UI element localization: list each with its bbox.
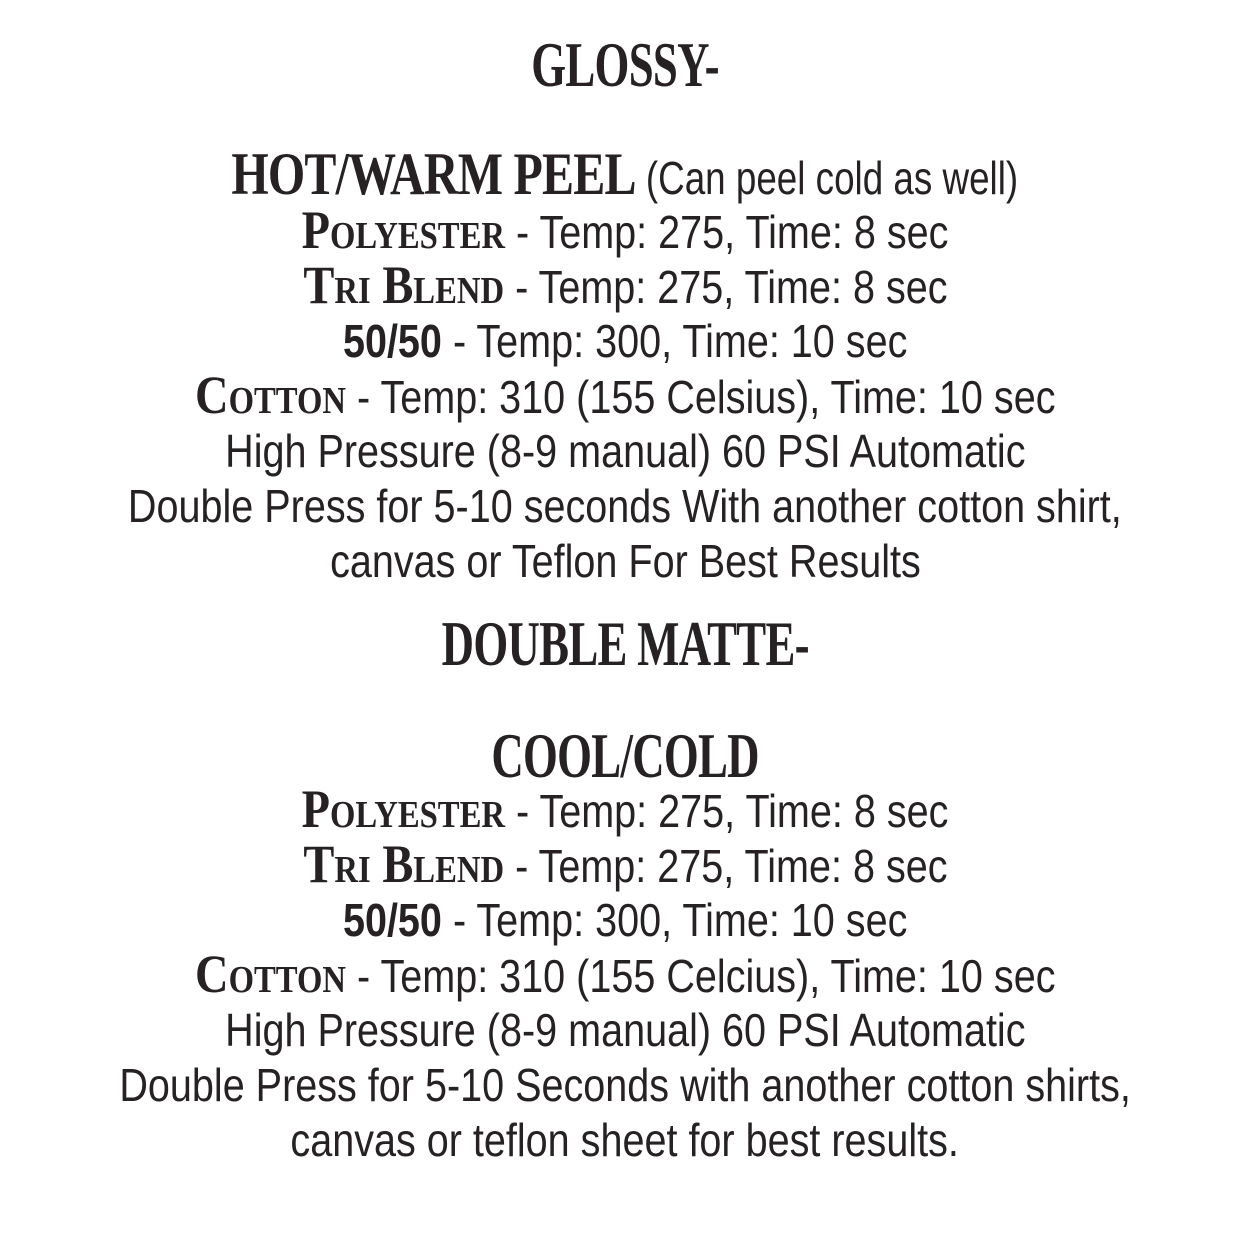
double-press-note: Double Press for 5-10 seconds With another cotton shirt, [128,480,1122,532]
material-row-inner [194,944,1056,1004]
best-results-note-line [0,1113,1250,1168]
double-press-note: Double Press for 5-10 Seconds with another cotton shirts, [119,1059,1131,1111]
pressure-note: High Pressure (8-9 manual) 60 PSI Automatic [224,425,1026,477]
material-row-50-50 [0,314,1250,369]
material-settings: - Temp: 310 (155 Celcius), Time: 10 sec [345,950,1056,1002]
material-name: Tri Blend [302,255,504,315]
material-row-polyester [0,200,1250,260]
best-results-note: canvas or Teflon For Best Results [329,535,921,587]
material-settings: - Temp: 300, Time: 10 sec [441,894,908,946]
material-settings: - Temp: 275, Time: 8 sec [504,206,949,258]
material-row-inner [302,834,948,894]
best-results-note-line [0,534,1250,589]
material-row-tri-blend [0,255,1250,315]
pressure-note-line [0,424,1250,479]
material-name: Polyester [301,779,505,839]
material-row-inner [301,779,949,839]
material-name: 50/50 [342,315,442,367]
double-press-note-line [0,479,1250,534]
material-row-cotton [0,944,1250,1004]
hot-warm-peel-heading: HOT/WARM PEEL [231,141,636,207]
material-name: Polyester [301,200,505,260]
material-row-inner [343,314,907,369]
glossy-peel-line-inner [231,141,1019,207]
material-settings: - Temp: 300, Time: 10 sec [441,315,908,367]
double-matte-section-title-line [0,608,1250,679]
pressure-note: High Pressure (8-9 manual) 60 PSI Automatic [224,1004,1026,1056]
material-row-inner [194,365,1056,425]
double-press-note-line [0,1058,1250,1113]
glossy-section-title-line [0,29,1250,100]
material-row-50-50 [0,893,1250,948]
glossy-section-title: GLOSSY- [531,29,719,100]
material-name: Cotton [194,365,346,425]
peel-note: (Can peel cold as well) [635,152,1019,204]
material-name: Cotton [194,944,346,1004]
material-name: 50/50 [342,894,442,946]
material-row-inner [343,893,907,948]
best-results-note: canvas or teflon sheet for best results. [290,1114,960,1166]
cool-cold-line [0,720,1250,791]
material-row-polyester [0,779,1250,839]
material-name: Tri Blend [302,834,504,894]
material-row-inner [302,255,948,315]
material-row-tri-blend [0,834,1250,894]
material-settings: - Temp: 275, Time: 8 sec [503,840,948,892]
material-settings: - Temp: 275, Time: 8 sec [503,261,948,313]
cool-cold-heading: COOL/COLD [491,720,759,791]
double-matte-section-title: DOUBLE MATTE- [441,608,809,679]
material-settings: - Temp: 275, Time: 8 sec [504,785,949,837]
material-row-inner [301,200,949,260]
pressure-note-line [0,1003,1250,1058]
material-row-cotton [0,365,1250,425]
material-settings: - Temp: 310 (155 Celsius), Time: 10 sec [345,371,1056,423]
glossy-peel-line [0,141,1250,207]
